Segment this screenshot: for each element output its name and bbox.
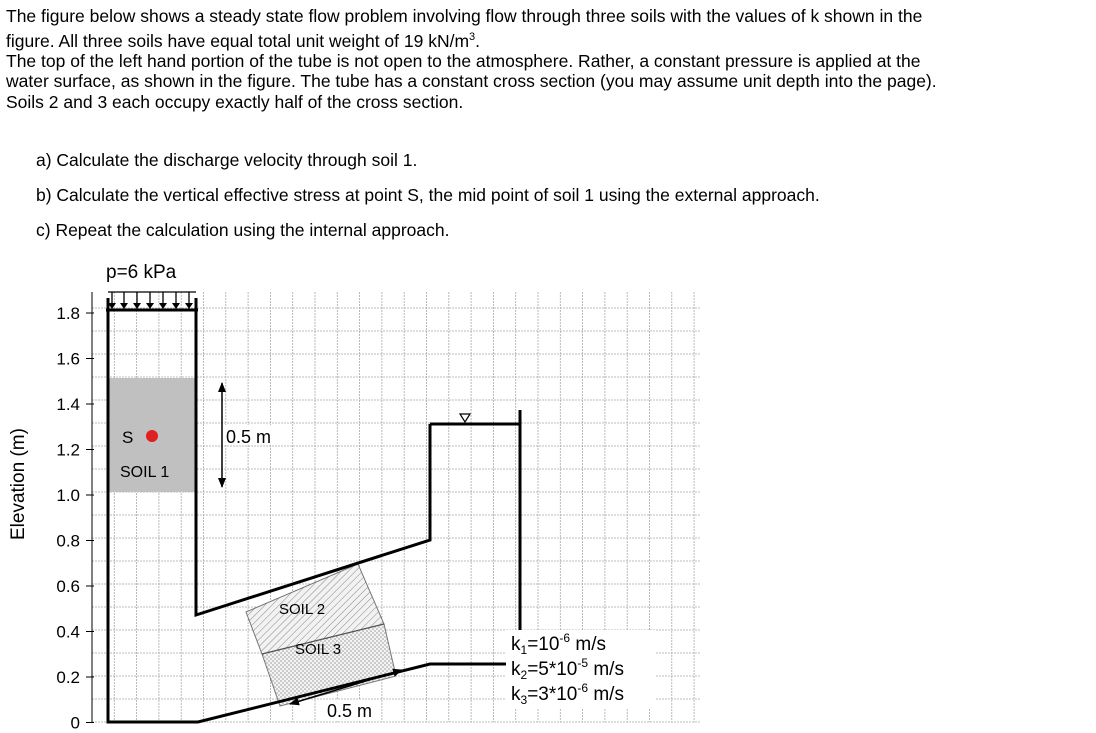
k2-symbol: k	[511, 659, 521, 680]
pressure-arrows	[108, 292, 196, 303]
intro-line-5: Soils 2 and 3 each occupy exactly half of the cross section.	[6, 91, 464, 112]
diagonal-dimension-label: 0.5 m	[327, 701, 373, 721]
k3-equals: =3*10	[527, 684, 578, 705]
k2-equals: =5*10	[527, 659, 578, 680]
task-c: c) Repeat the calculation using the internal approach.	[36, 220, 450, 240]
k3-subscript: 3	[520, 693, 528, 707]
k3-value	[511, 681, 624, 707]
intro-line-2-end: .	[475, 30, 481, 51]
task-b: b) Calculate the vertical effective stress at point S, the mid point of soil 1 using the external approach.	[36, 185, 820, 205]
k1-subscript: 1	[520, 643, 528, 657]
y-tick-label: 0.8	[56, 531, 80, 551]
task-a: a) Calculate the discharge velocity through soil 1.	[36, 150, 418, 170]
soil-3-label: SOIL 3	[295, 641, 342, 658]
soil-2-label: SOIL 2	[279, 601, 326, 618]
water-level-icon	[460, 414, 470, 422]
k1-exponent: -6	[559, 631, 571, 645]
intro-line-3: The top of the left hand portion of the tube is not open to the atmosphere. Rather, a constant pressure is applied at the	[6, 50, 921, 71]
k2-exponent: -5	[577, 656, 589, 670]
vertical-dimension-label: 0.5 m	[226, 427, 272, 447]
k2-subscript: 2	[520, 668, 528, 682]
k3-unit: m/s	[588, 684, 624, 705]
y-tick-label: 0.2	[56, 668, 80, 687]
point-s-label: S	[122, 428, 134, 447]
intro-line-2-text: figure. All three soils have equal total unit weight of 19 kN/m	[6, 30, 470, 51]
intro-line-1: The figure below shows a steady state flow problem involving flow through three soils with the values of k shown in the	[6, 6, 923, 26]
y-tick-label: 1.0	[56, 486, 80, 505]
k1-symbol: k	[511, 634, 521, 655]
y-axis-title: Elevation (m)	[8, 428, 29, 540]
pressure-label: p=6 kPa	[106, 262, 177, 283]
k1-equals: =10	[527, 634, 560, 655]
y-tick-label: 1.6	[56, 349, 80, 369]
point-s-marker	[146, 430, 158, 442]
intro-line-4: water surface, as shown in the figure. The tube has a constant cross section (you may assume unit depth into the page).	[6, 71, 937, 92]
k3-symbol: k	[511, 684, 521, 705]
k1-unit: m/s	[570, 634, 606, 655]
k2-value	[511, 656, 624, 682]
y-tick-label: 0.4	[56, 622, 80, 642]
y-tick-label: 1.4	[56, 395, 80, 414]
soil-1-label: SOIL 1	[120, 464, 170, 481]
k2-unit: m/s	[588, 659, 624, 680]
y-tick-label: 0	[70, 713, 80, 733]
k3-exponent: -6	[577, 681, 589, 695]
unit-exponent: 3	[469, 30, 476, 43]
y-tick-label: 0.6	[56, 577, 80, 596]
y-axis-ticks	[56, 292, 94, 733]
y-tick-label: 1.2	[56, 440, 80, 460]
y-tick-label: 1.8	[56, 304, 80, 323]
